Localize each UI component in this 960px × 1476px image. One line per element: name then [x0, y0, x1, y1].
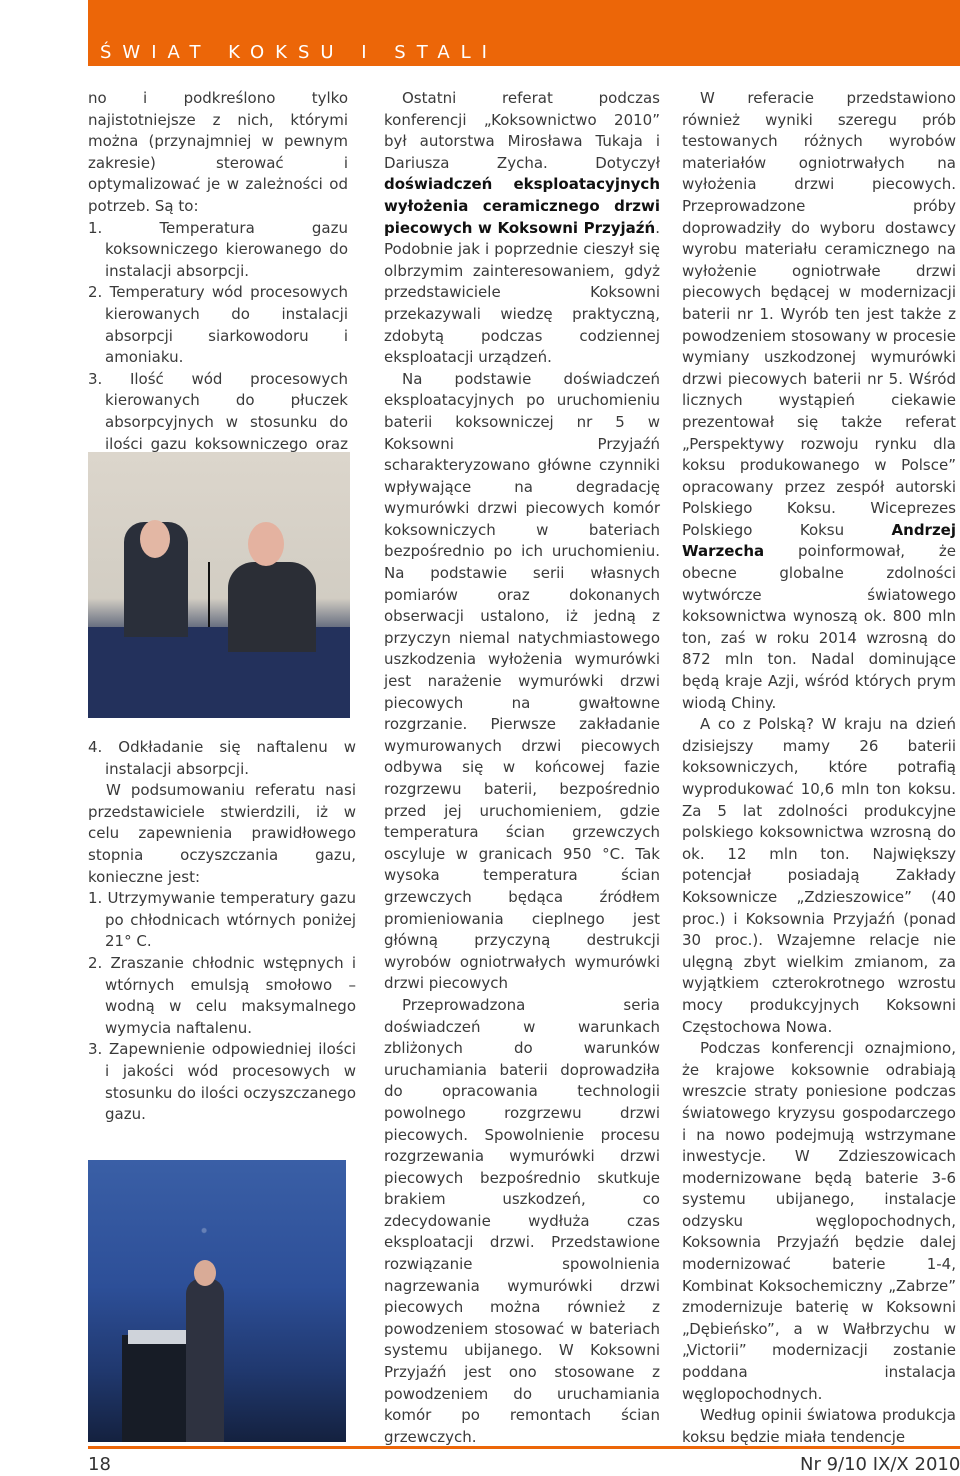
- text-run: W referacie przedstawiono również wyniki szeregu prób testowanych różnych wyrobów materiałów ogniotrwałych na wyłożenia drzwi piecowych. Przeprowadzone próby doprowadziły do wyboru dostawcy wyrobu materiału ceramicznego na wyłożenie ogniotrwałe drzwi piecowych będącej w modernizacji baterii nr 1. Wyrób ten jest także z powodzeniem stosowany w procesie wymiany uszkodzonej wymurówki drzwi piecowych baterii nr 5. Wśród licznych wystąpień ciekawie prezentował się także referat „Perspektywy rozwoju rynku dla koksu produkowanego w Polsce” opracowany przez zespół autorski Polskiego Koksu. Wiceprezes Polskiego Koksu: [682, 89, 956, 539]
- speaker: [186, 1278, 224, 1442]
- person-left-face: [140, 520, 170, 558]
- laptop: [128, 1330, 188, 1344]
- column-2: [384, 88, 660, 1448]
- column-1-top: [88, 88, 348, 477]
- person-right-face: [248, 522, 284, 566]
- bold-text: Andrzej Warzecha: [682, 520, 956, 561]
- list-item: 2. Zraszanie chłodnic wstępnych i wtórnych emulsją smołowo – wodną w celu maksymalnego wymycia naftalenu.: [88, 953, 356, 1037]
- list-item: 3. Zapewnienie odpowiedniej ilości i jakości wód procesowych w stosunku do ilości oczyszczanego gazu.: [88, 1040, 356, 1124]
- text-run: Ostatni referat podczas konferencji „Koksownictwo 2010” był autorstwa Mirosława Tukaja i Dariusza Zycha. Dotyczył: [384, 89, 660, 172]
- paragraph: Według opinii światowa produkcja koksu będzie miała tendencje: [682, 1406, 956, 1446]
- list-item: 1. Temperatura gazu koksowniczego kierowanego do instalacji absorpcji.: [88, 218, 348, 280]
- conference-panel-photo: [88, 452, 350, 718]
- paragraph: Podczas konferencji oznajmiono, że krajowe koksownie odrabiają wreszcie straty poniesione podczas światowego kryzysu gospodarczego i na nowo podejmują wstrzymane inwestycje. W Zdzieszowicach modernizowane będą baterie 3-6 systemu ubijanego, instalacje odzysku węglopochodnych, Koksownia Przyjaźń będzie dalej modernizować baterie 1-4, Kombinat Koksochemiczny „Zabrze” zmodernizuje baterię w Koksowni „Dębieńsko”, a w Wałbrzychu w „Victorii” modernizacji zostanie poddana instalacja węglopochodnych.: [682, 1039, 956, 1403]
- list-item: 4. Odkładanie się naftalenu w instalacji absorpcji.: [88, 738, 356, 778]
- paragraph: Na podstawie doświadczeń eksploatacyjnych po uruchomieniu baterii koksowniczej nr 5 w Koksowni Przyjaźń scharakteryzowano główne czynniki wpływające na degradację wymurówki drzwi piecowych komór koksowniczych w bateriach bezpośrednio po ich uruchomieniu. Na podstawie serii własnych pomiarów oraz dokonanych obserwacji ustalono, iż jedną z przyczyn niemal natychmiastowego uszkodzenia wyłożenia wymurówki jest narażenie wymurówki drzwi piecowych na gwałtowne rozgrzanie. Pierwsze zakładanie wymurowanych drzwi piecowych odbywa się w końcowej fazie rozgrzewu baterii, bezpośrednio przed jej uruchomieniem, gdzie temperatura ścian grzewczych oscyluje w granicach 950 °C. Tak wysoka temperatura ścian grzewczych będąca źródłem promieniowania cieplnego jest główną przyczyną destrukcji wyrobów ogniotrwałych wymurówki drzwi piecowych: [384, 369, 660, 993]
- list-item: 2. Temperatury wód procesowych kierowanych do instalacji absorpcji siarkowodoru i amoniaku.: [88, 283, 348, 367]
- footer-rule: [88, 1446, 960, 1449]
- paragraph: A co z Polską? W kraju na dzień dzisiejszy mamy 26 baterii koksowniczych, które potrafią wyprodukować 10,6 mln ton koksu. Za 5 lat zdolności produkcyjne polskiego koksownictwa wzrosną do ok. 12 mln ton. Największy potencjał posiadają Zakłady Koksownicze „Zdzieszowice” (40 proc.) i Koksownia Przyjaźń (ponad 30 proc.). Wzajemne relacje nie ulęgną zbyt wielkim zmianom, za wyjątkiem czterokrotnego wzrostu mocy produkcyjnych Koksowni Częstochowa Nowa.: [682, 715, 956, 1036]
- column-3: [682, 88, 956, 1448]
- speaker-at-lectern-photo: [88, 1160, 346, 1442]
- intro-paragraph: no i podkreślono tylko najistotniejsze z nich, którymi można (przynajmniej w pewnym zakresie) sterować i optymalizować je w zależności od potrzeb. Są to:: [88, 89, 348, 215]
- paragraph: [384, 88, 660, 369]
- paragraph: Przeprowadzona seria doświadczeń w warunkach zbliżonych do warunków uruchamiania baterii doprowadziła do opracowania technologii powolnego rozgrzewu drzwi piecowych. Spowolnienie procesu rozgrzewania wymurówki drzwi piecowych bezpośrednio skutkuje brakiem uszkodzeń, co zdecydowanie wydłuża czas eksploatacji drzwi. Przedstawione rozwiązanie spowolnienia nagrzewania wymurówki drzwi piecowych można również z powodzeniem stosować w bateriach systemu ubijanego. W Koksowni Przyjaźń jest ono stosowane z powodzeniem do uruchamiania komór po remontach ścian grzewczych.: [384, 995, 660, 1446]
- requirements-list: [88, 888, 356, 1126]
- speaker-face: [194, 1260, 216, 1286]
- text-run: . Podobnie jak i poprzednie cieszył się olbrzymim zainteresowaniem, gdyż przedstawiciele Koksowni przekazywali wiedzę praktyczną, zdobytą podczas codziennej eksploatacji urządzeń.: [384, 218, 660, 367]
- parameter-list: [88, 218, 348, 477]
- list-item: 3. Ilość wód procesowych kierowanych do płuczek absorpcyjnych w stosunku do ilości gazu koksowniczego oraz: [88, 369, 348, 453]
- text-run: poinformował, że obecne globalne zdolności wytwórcze światowego koksownictwa wynoszą ok. 800 mln ton, zaś w roku 2014 wzrosną do 872 mln ton. Nadal dominujące będą kraje Azji, wśród których prym wiodą Chiny.: [682, 542, 956, 712]
- issue-label: Nr 9/10 IX/X 2010: [800, 1454, 960, 1475]
- summary-paragraph: W podsumowaniu referatu nasi przedstawiciele stwierdzili, iż w celu zapewnienia prawidłowego stopnia oczyszczania gazu, konieczne jest:: [88, 781, 356, 886]
- paragraph: [682, 88, 956, 714]
- list-item: 1. Utrzymywanie temperatury gazu po chłodnicach wtórnych poniżej 21° C.: [88, 889, 356, 951]
- person-right: [228, 562, 316, 652]
- column-1-bottom: [88, 737, 356, 1126]
- microphone: [208, 562, 210, 627]
- page-number: 18: [88, 1454, 111, 1475]
- bold-text: doświadczeń eksploatacyjnych wyłożenia ceramicznego drzwi piecowych w Koksowni Przyjaźń: [384, 175, 660, 237]
- item-4: [88, 737, 356, 780]
- section-title: ŚWIAT KOKSU I STALI: [100, 42, 498, 63]
